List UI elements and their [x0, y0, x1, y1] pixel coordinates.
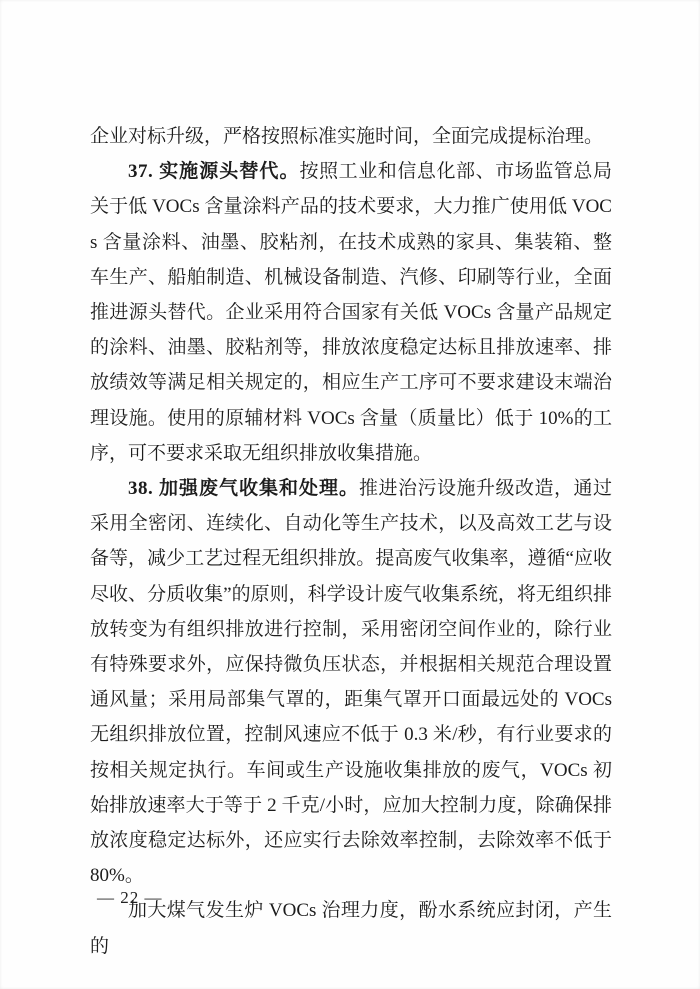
- paragraph: [90, 119, 612, 154]
- section-heading: 38. 加强废气收集和处理。: [128, 478, 359, 500]
- paragraph-text: 加大煤气发生炉 VOCs 治理力度，酚水系统应封闭，产生的: [90, 900, 612, 957]
- paragraph-text: 推进治污设施升级改造，通过采用全密闭、连续化、自动化等生产技术，以及高效工艺与设备等，减少工艺过程无组织排放。提高废气收集率，遵循“应收尽收、分质收集”的原则，科学设计废气收集系统，将无组织排放转变为有组织排放进行控制，采用密闭空间作业的，除行业有特殊要求外，应保持微负压状态，并根据相关规范合理设置通风量；采用局部集气罩的，距集气罩开口面最远处的 VOCs 无组织排放位置，控制风速应不低于 0.3 米/秒，有行业要求的按相关规定执行。车间或生产设施收集排放的废气，VOCs 初始排放速率大于等于 2 千克/小时，应加大控制力度，除确保排放浓度稳定达标外，还应实行去除效率控制，去除效率不低于 80%。: [90, 478, 612, 887]
- paragraph: [90, 154, 612, 471]
- paragraph-text: 按照工业和信息化部、市场监管总局关于低 VOCs 含量涂料产品的技术要求，大力推广使用低 VOCs 含量涂料、油墨、胶粘剂，在技术成熟的家具、集装箱、整车生产、船舶制造、机械设备制造、汽修、印刷等行业，全面推进源头替代。企业采用符合国家有关低 VOCs 含量产品规定的涂料、油墨、胶粘剂等，排放浓度稳定达标且排放速率、排放绩效等满足相关规定的，相应生产工序可不要求建设末端治理设施。使用的原辅材料 VOCs 含量（质量比）低于 10%的工序，可不要求采取无组织排放收集措施。: [90, 161, 612, 464]
- paragraph: [90, 893, 612, 963]
- page-number: — 22 —: [97, 888, 163, 907]
- document-body: [90, 119, 612, 964]
- paragraph: [90, 471, 612, 893]
- paragraph-text: 企业对标升级，严格按照标准实施时间，全面完成提标治理。: [90, 126, 604, 147]
- section-heading: 37. 实施源头替代。: [128, 161, 300, 183]
